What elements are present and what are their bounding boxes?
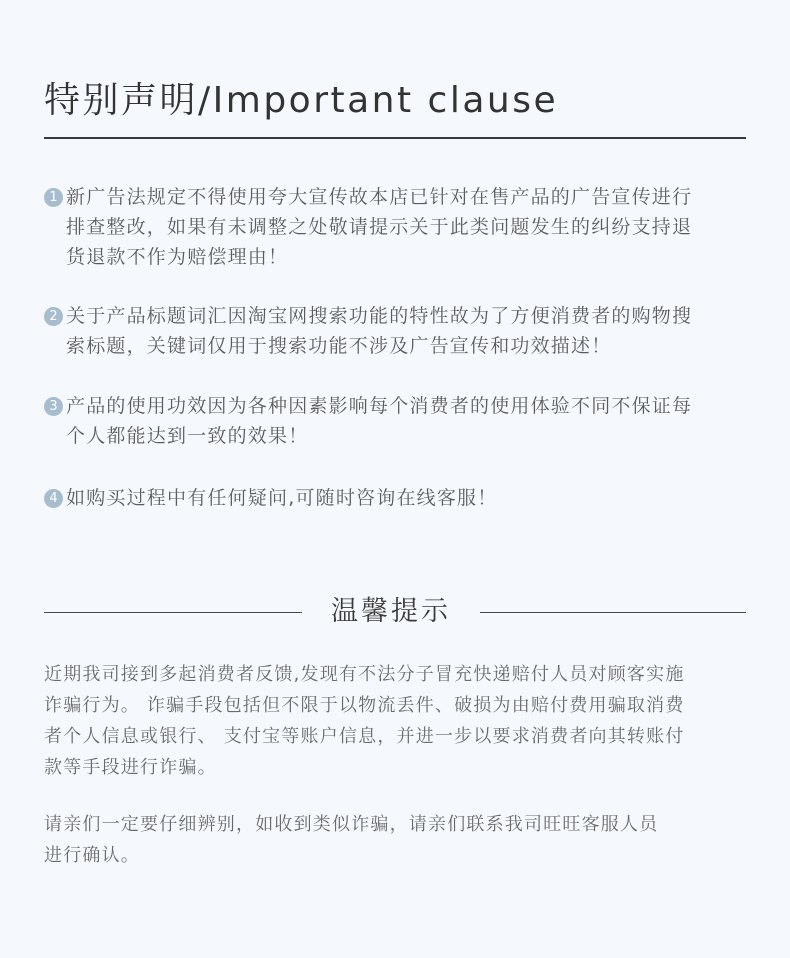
divider-line-right (480, 612, 746, 613)
fraud-warning-paragraph (44, 659, 752, 783)
clause-line: 排查整改，如果有未调整之处敬请提示关于此类问题发生的纠纷支持退 (66, 216, 693, 238)
clause-line: 新广告法规定不得使用夸大宣传故本店已针对在售产品的广告宣传进行 (66, 186, 693, 208)
clause-item-1 (44, 182, 750, 272)
title-underline (44, 137, 746, 139)
paragraph-line: 近期我司接到多起消费者反馈,发现有不法分子冒充快递赔付人员对顾客实施 (44, 664, 685, 685)
tips-divider (44, 588, 746, 636)
tips-title: 温馨提示 (331, 596, 451, 627)
paragraph-line: 者个人信息或银行、 支付宝等账户信息，并进一步以要求消费者向其转账付 (44, 726, 685, 747)
clause-text (66, 301, 750, 361)
number-two-icon: 2 (44, 307, 63, 326)
number-four-icon: 4 (44, 489, 63, 508)
clause-text (66, 182, 750, 272)
divider-line-left (44, 612, 302, 613)
paragraph-line: 请亲们一定要仔细辨别，如收到类似诈骗，请亲们联系我司旺旺客服人员 (44, 814, 659, 835)
clause-item-4 (44, 483, 750, 513)
paragraph-line: 诈骗行为。 诈骗手段包括但不限于以物流丢件、破损为由赔付费用骗取消费 (44, 695, 685, 716)
clause-line: 如购买过程中有任何疑问,可随时咨询在线客服！ (66, 487, 498, 509)
clause-line: 个人都能达到一致的效果！ (66, 425, 309, 447)
clause-line: 关于产品标题词汇因淘宝网搜索功能的特性故为了方便消费者的购物搜 (66, 305, 693, 327)
page-title: 特别声明/Important clause (44, 80, 559, 121)
clause-text (66, 391, 750, 451)
paragraph-line: 进行确认。 (44, 845, 140, 866)
clause-item-2 (44, 301, 750, 361)
clause-line: 货退款不作为赔偿理由！ (66, 246, 289, 268)
clause-item-3 (44, 391, 750, 451)
clause-line: 产品的使用功效因为各种因素影响每个消费者的使用体验不同不保证每 (66, 395, 693, 417)
clause-text (66, 483, 750, 513)
number-one-icon: 1 (44, 188, 63, 207)
contact-service-paragraph (44, 809, 752, 871)
clause-line: 索标题，关键词仅用于搜索功能不涉及广告宣传和功效描述！ (66, 335, 612, 357)
number-three-icon: 3 (44, 397, 63, 416)
paragraph-line: 款等手段进行诈骗。 (44, 757, 217, 778)
